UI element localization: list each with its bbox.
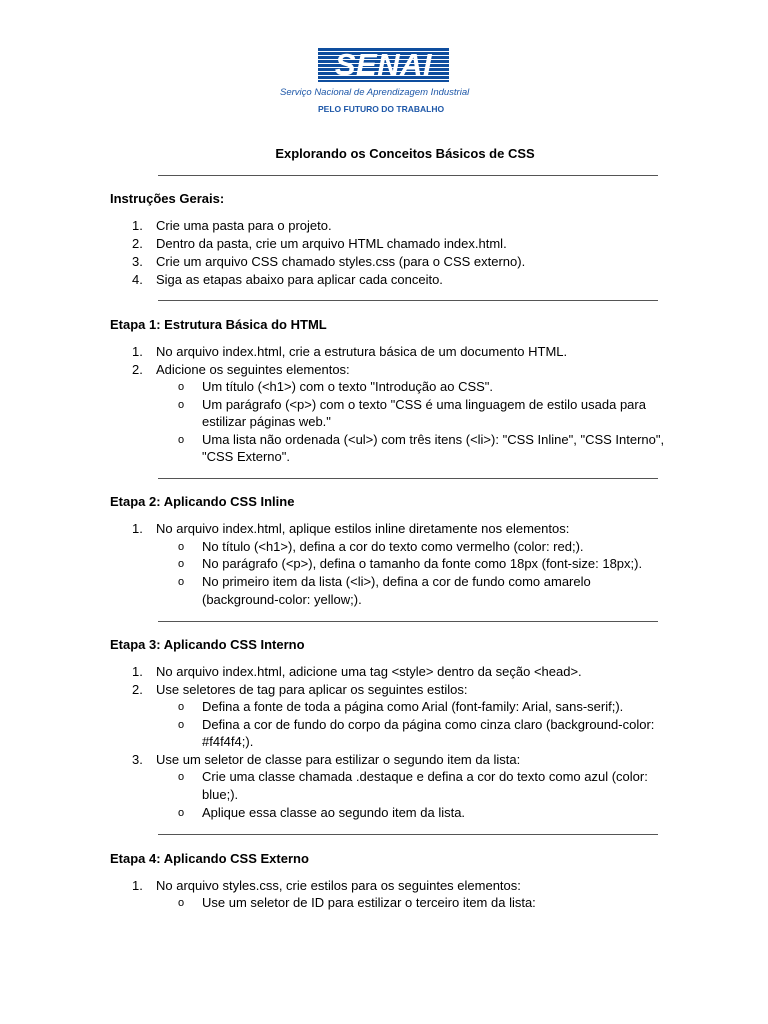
list-number: 1. bbox=[132, 344, 143, 359]
logo-word: SENAI bbox=[334, 47, 433, 82]
list-item: No arquivo styles.css, crie estilos para os seguintes elementos: bbox=[156, 878, 521, 893]
sub-list-item: No título (<h1>), defina a cor do texto como vermelho (color: red;). bbox=[202, 539, 584, 554]
bullet-marker: o bbox=[178, 381, 185, 393]
section-heading-step3: Etapa 3: Aplicando CSS Interno bbox=[110, 637, 305, 652]
bullet-marker: o bbox=[178, 399, 185, 411]
list-item: Crie um arquivo CSS chamado styles.css (para o CSS externo). bbox=[156, 254, 526, 269]
logo-tagline: PELO FUTURO DO TRABALHO bbox=[318, 104, 445, 114]
list-item: Adicione os seguintes elementos: bbox=[156, 362, 350, 377]
bullet-marker: o bbox=[178, 434, 185, 446]
list-item: Dentro da pasta, crie um arquivo HTML chamado index.html. bbox=[156, 236, 507, 251]
bullet-marker: o bbox=[178, 897, 185, 909]
list-number: 1. bbox=[132, 664, 143, 679]
logo-subtitle: Serviço Nacional de Aprendizagem Industrial bbox=[280, 87, 470, 98]
sub-list-item: Defina a cor de fundo do corpo da página como cinza claro (background-color: bbox=[202, 717, 655, 732]
section-heading-general: Instruções Gerais: bbox=[110, 191, 225, 206]
list-number: 1. bbox=[132, 218, 143, 233]
list-item: No arquivo index.html, aplique estilos inline diretamente nos elementos: bbox=[156, 521, 570, 536]
list-item: No arquivo index.html, crie a estrutura básica de um documento HTML. bbox=[156, 344, 568, 359]
bullet-marker: o bbox=[178, 541, 185, 553]
sub-list-item-continuation: "CSS Externo". bbox=[202, 449, 290, 464]
divider bbox=[158, 478, 658, 479]
bullet-marker: o bbox=[178, 771, 185, 783]
sub-list-item-continuation: (background-color: yellow;). bbox=[202, 592, 362, 607]
sub-list-item-continuation: blue;). bbox=[202, 787, 239, 802]
bullet-marker: o bbox=[178, 807, 185, 819]
sub-list-item: No primeiro item da lista (<li>), defina a cor de fundo como amarelo bbox=[202, 574, 591, 589]
section-heading-step1: Etapa 1: Estrutura Básica do HTML bbox=[110, 317, 327, 332]
list-item: Use seletores de tag para aplicar os seguintes estilos: bbox=[156, 682, 468, 697]
sub-list-item: Um parágrafo (<p>) com o texto "CSS é uma linguagem de estilo usada para bbox=[202, 397, 646, 412]
section-heading-step4: Etapa 4: Aplicando CSS Externo bbox=[110, 851, 309, 866]
sub-list-item: Use um seletor de ID para estilizar o terceiro item da lista: bbox=[202, 895, 536, 910]
list-number: 1. bbox=[132, 521, 143, 536]
bullet-marker: o bbox=[178, 719, 185, 731]
sub-list-item: No parágrafo (<p>), defina o tamanho da fonte como 18px (font-size: 18px;). bbox=[202, 556, 643, 571]
divider bbox=[158, 175, 658, 176]
section-heading-step2: Etapa 2: Aplicando CSS Inline bbox=[110, 494, 295, 509]
list-item: No arquivo index.html, adicione uma tag <style> dentro da seção <head>. bbox=[156, 664, 582, 679]
sub-list-item: Uma lista não ordenada (<ul>) com três itens (<li>): "CSS Inline", "CSS Interno", bbox=[202, 432, 665, 447]
list-number: 3. bbox=[132, 752, 143, 767]
list-item: Use um seletor de classe para estilizar o segundo item da lista: bbox=[156, 752, 521, 767]
sub-list-item: Um título (<h1>) com o texto "Introdução ao CSS". bbox=[202, 379, 494, 394]
list-number: 2. bbox=[132, 362, 143, 377]
list-item: Crie uma pasta para o projeto. bbox=[156, 218, 332, 233]
sub-list-item-continuation: estilizar páginas web." bbox=[202, 414, 331, 429]
list-number: 3. bbox=[132, 254, 143, 269]
bullet-marker: o bbox=[178, 701, 185, 713]
bullet-marker: o bbox=[178, 558, 185, 570]
sub-list-item: Crie uma classe chamada .destaque e defina a cor do texto como azul (color: bbox=[202, 769, 648, 784]
list-number: 2. bbox=[132, 682, 143, 697]
sub-list-item-continuation: #f4f4f4;). bbox=[202, 734, 254, 749]
list-item: Siga as etapas abaixo para aplicar cada conceito. bbox=[156, 272, 443, 287]
divider bbox=[158, 621, 658, 622]
sub-list-item: Aplique essa classe ao segundo item da lista. bbox=[202, 805, 466, 820]
sub-list-item: Defina a fonte de toda a página como Arial (font-family: Arial, sans-serif;). bbox=[202, 699, 624, 714]
divider bbox=[158, 834, 658, 835]
senai-logo bbox=[280, 44, 488, 120]
list-number: 2. bbox=[132, 236, 143, 251]
bullet-marker: o bbox=[178, 576, 185, 588]
list-number: 1. bbox=[132, 878, 143, 893]
divider bbox=[158, 300, 658, 301]
document-title: Explorando os Conceitos Básicos de CSS bbox=[275, 146, 535, 161]
list-number: 4. bbox=[132, 272, 143, 287]
